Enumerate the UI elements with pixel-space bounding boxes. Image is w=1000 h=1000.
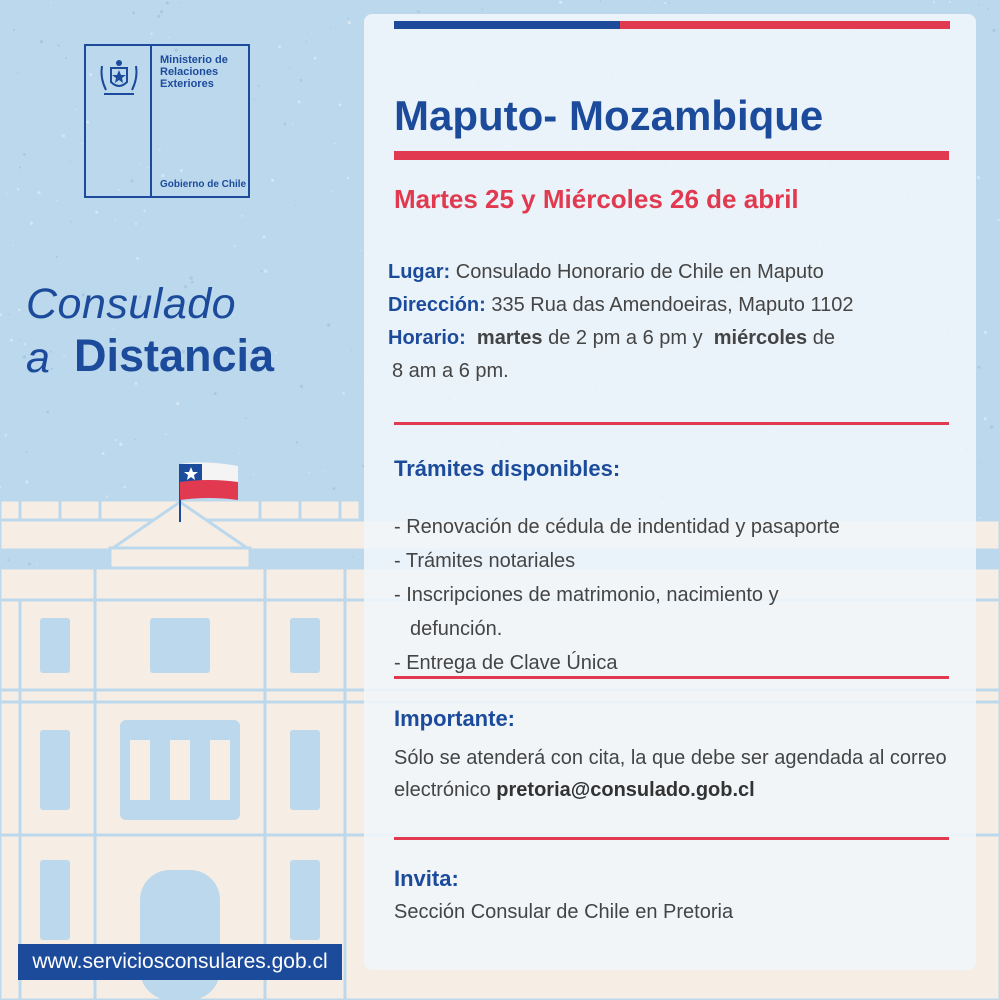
list-item: - Renovación de cédula de indentidad y pasaporte xyxy=(394,516,840,538)
address-label: Dirección: xyxy=(388,294,486,316)
hours-text-2: de xyxy=(812,327,835,349)
headline-distancia: Distancia xyxy=(74,330,275,381)
hours-row-2 xyxy=(388,355,958,388)
top-bar-red xyxy=(620,21,950,29)
services-list xyxy=(394,510,954,680)
event-dates: Martes 25 y Miércoles 26 de abril xyxy=(394,184,799,214)
hours-day-2: miércoles xyxy=(713,327,808,349)
address-value: 335 Rua das Amendoeiras, Maputo 1102 xyxy=(491,294,854,316)
top-bar-blue xyxy=(394,21,620,29)
invite-heading: Invita: xyxy=(394,866,459,891)
website-link[interactable]: www.serviciosconsulares.gob.cl xyxy=(18,944,342,980)
divider-3 xyxy=(394,837,949,840)
coat-of-arms-icon xyxy=(96,58,142,100)
hours-text-3: 8 am a 6 pm. xyxy=(392,360,509,382)
place-label: Lugar: xyxy=(388,261,451,283)
invite-text: Sección Consular de Chile en Pretoria xyxy=(394,901,734,923)
list-item: - Entrega de Clave Única xyxy=(394,652,618,674)
event-title: Maputo- Mozambique xyxy=(394,92,824,139)
list-item: defunción. xyxy=(410,618,503,640)
chile-flag-icon xyxy=(174,460,244,524)
ministry-logo xyxy=(84,44,250,198)
hours-label: Horario: xyxy=(388,327,466,349)
list-item: - Inscripciones de matrimonio, nacimiento y xyxy=(394,584,779,606)
services-heading: Trámites disponibles: xyxy=(394,456,621,481)
place-value: Consulado Honorario de Chile en Maputo xyxy=(455,261,824,283)
address-row xyxy=(388,289,958,322)
important-body: Sólo se atenderá con cita, la que debe ser agendada al correo electrónico xyxy=(394,747,947,801)
logo-divider xyxy=(150,46,152,196)
hours-day-1: martes xyxy=(476,327,543,349)
place-row xyxy=(388,256,958,289)
important-text xyxy=(394,742,964,806)
list-item: - Trámites notariales xyxy=(394,550,576,572)
info-card xyxy=(364,14,976,970)
divider-1 xyxy=(394,422,949,425)
government-name: Gobierno de Chile xyxy=(160,179,247,190)
title-underline xyxy=(394,151,949,160)
event-details xyxy=(388,256,958,388)
hours-text-1: de 2 pm a 6 pm y xyxy=(548,327,703,349)
email-link[interactable]: pretoria@consulado.gob.cl xyxy=(496,779,755,801)
headline-a: a xyxy=(26,334,50,382)
important-heading: Importante: xyxy=(394,706,515,731)
headline-consulado: Consulado xyxy=(26,280,237,328)
ministry-name: Ministerio de Relaciones Exteriores xyxy=(160,54,228,90)
divider-2 xyxy=(394,676,949,679)
hours-row xyxy=(388,322,958,355)
